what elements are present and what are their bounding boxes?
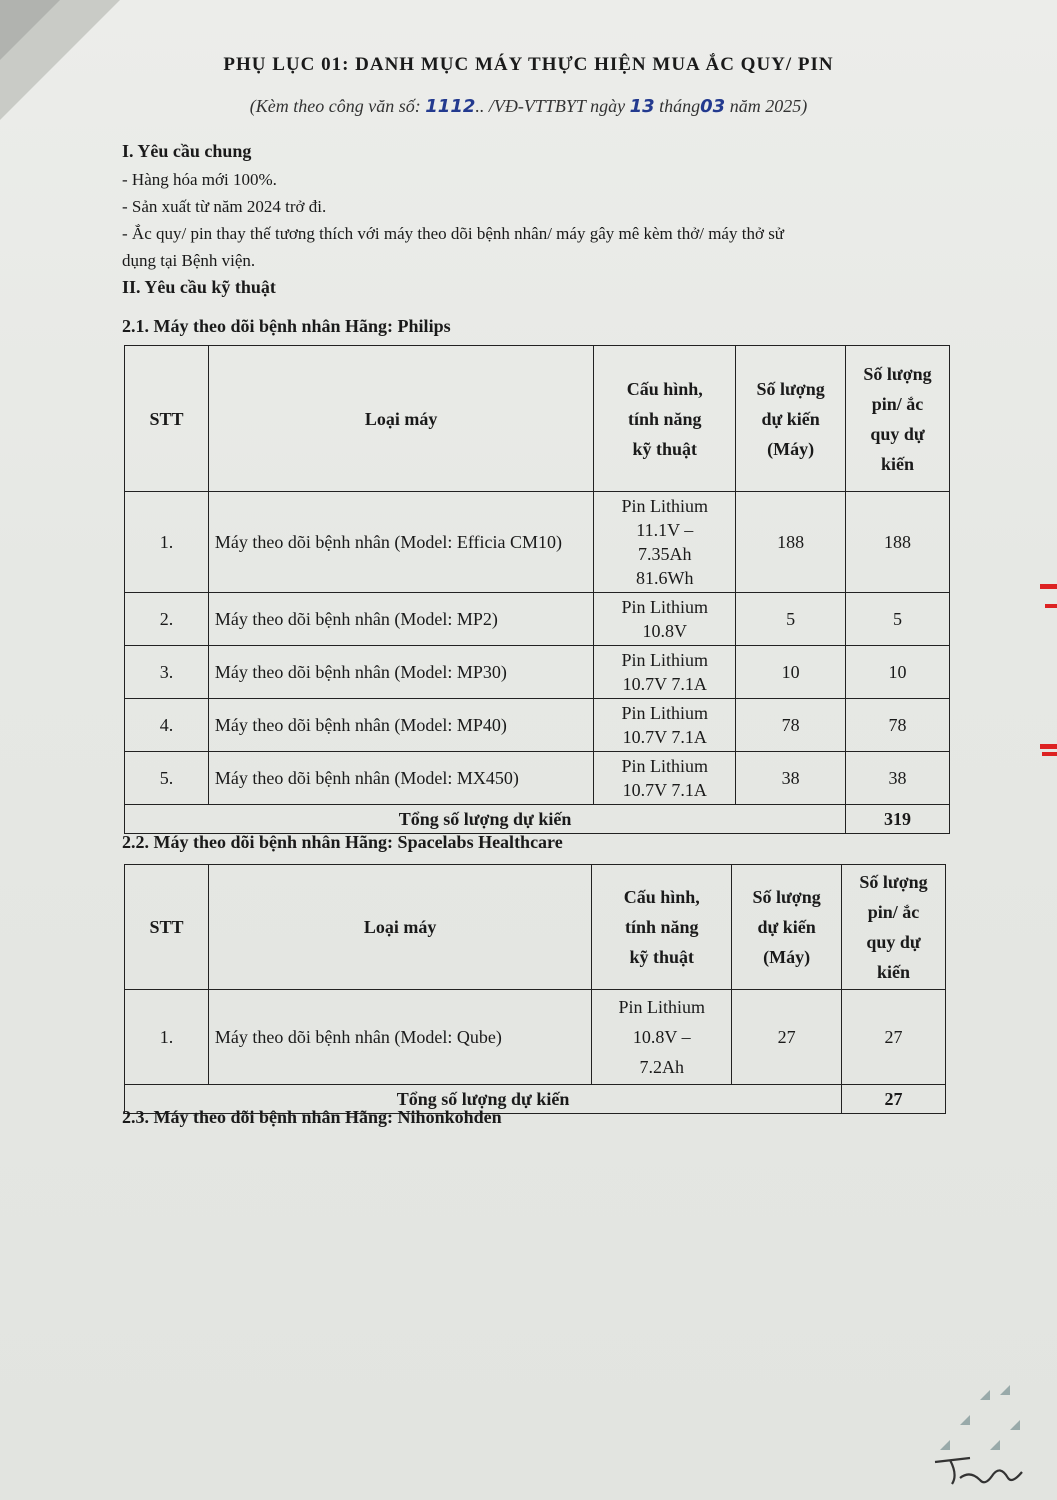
stamp-edge-mark (1045, 604, 1057, 608)
header-stt: STT (125, 865, 209, 990)
subsection-heading-spacelabs: 2.2. Máy theo dõi bệnh nhân Hãng: Spacelabs Healthcare (122, 832, 563, 852)
section1-item: dụng tại Bệnh viện. (122, 251, 256, 270)
header-qty-machines: Số lượng dự kiến (Máy) (736, 346, 846, 492)
table-total-row: Tổng số lượng dự kiến 27 (125, 1085, 946, 1114)
folded-corner-shadow (0, 0, 60, 60)
section2-heading: II. Yêu cầu kỹ thuật (122, 277, 276, 297)
handwritten-number: 1112 (425, 96, 476, 117)
signature-initials (930, 1450, 1030, 1490)
subsection-heading-nihonkohden: 2.3. Máy theo dõi bệnh nhân Hãng: Nihonkohden (122, 1107, 502, 1127)
table-row: 5. Máy theo dõi bệnh nhân (Model: MX450) Pin Lithium 10.7V 7.1A 38 38 (125, 752, 950, 805)
header-stt: STT (125, 346, 209, 492)
table-row: 2. Máy theo dõi bệnh nhân (Model: MP2) Pin Lithium 10.8V 5 5 (125, 593, 950, 646)
header-qty-batteries: Số lượng pin/ ắc quy dự kiến (846, 346, 950, 492)
section1-item: - Hàng hóa mới 100%. (122, 170, 277, 189)
header-config: Cấu hình, tính năng kỹ thuật (594, 346, 736, 492)
stamp-edge-mark (1040, 584, 1057, 589)
stamp-edge-mark (1040, 744, 1057, 749)
scan-artifact (1000, 1385, 1010, 1395)
scan-artifact (980, 1390, 990, 1400)
header-qty-batteries: Số lượng pin/ ắc quy dự kiến (842, 865, 946, 990)
scan-artifact (1010, 1420, 1020, 1430)
table-row: 3. Máy theo dõi bệnh nhân (Model: MP30) Pin Lithium 10.7V 7.1A 10 10 (125, 646, 950, 699)
header-qty-machines: Số lượng dự kiến (Máy) (732, 865, 842, 990)
table-header-row (125, 865, 946, 990)
subtitle-dots: .. (475, 96, 485, 116)
header-type: Loại máy (208, 346, 593, 492)
header-type: Loại máy (208, 865, 591, 990)
table-row: 1. Máy theo dõi bệnh nhân (Model: Qube) Pin Lithium 10.8V – 7.2Ah 27 27 (125, 990, 946, 1085)
header-config: Cấu hình, tính năng kỹ thuật (592, 865, 732, 990)
subtitle-code: /VĐ-VTTBYT ngày (488, 96, 626, 116)
section1-heading: I. Yêu cầu chung (122, 141, 252, 161)
spacelabs-table (124, 864, 946, 1114)
document-subtitle (0, 96, 1057, 117)
table-total-row: Tổng số lượng dự kiến 319 (125, 805, 950, 834)
stamp-edge-mark (1042, 752, 1057, 756)
table-row: 4. Máy theo dõi bệnh nhân (Model: MP40) Pin Lithium 10.7V 7.1A 78 78 (125, 699, 950, 752)
subtitle-year: năm 2025) (729, 96, 808, 116)
scan-artifact (960, 1415, 970, 1425)
scan-artifact (940, 1440, 950, 1450)
scan-artifact (990, 1440, 1000, 1450)
subsection-heading-philips: 2.1. Máy theo dõi bệnh nhân Hãng: Philips (122, 316, 451, 336)
document-title: PHỤ LỤC 01: DANH MỤC MÁY THỰC HIỆN MUA ẮC QUY/ PIN (223, 54, 834, 75)
subtitle-prefix: (Kèm theo công văn số: (249, 96, 421, 116)
philips-table (124, 345, 950, 834)
subtitle-month-label: tháng (659, 96, 701, 116)
section1-item: - Ắc quy/ pin thay thế tương thích với máy theo dõi bệnh nhân/ máy gây mê kèm thở/ máy thở sử (122, 224, 785, 243)
handwritten-day: 13 (629, 96, 655, 117)
table-row: 1. Máy theo dõi bệnh nhân (Model: Efficia CM10) Pin Lithium 11.1V – 7.35Ah 81.6Wh 188 188 (125, 492, 950, 593)
section1-item: - Sản xuất từ năm 2024 trở đi. (122, 197, 327, 216)
handwritten-month: 03 (700, 96, 726, 117)
table-header-row (125, 346, 950, 492)
